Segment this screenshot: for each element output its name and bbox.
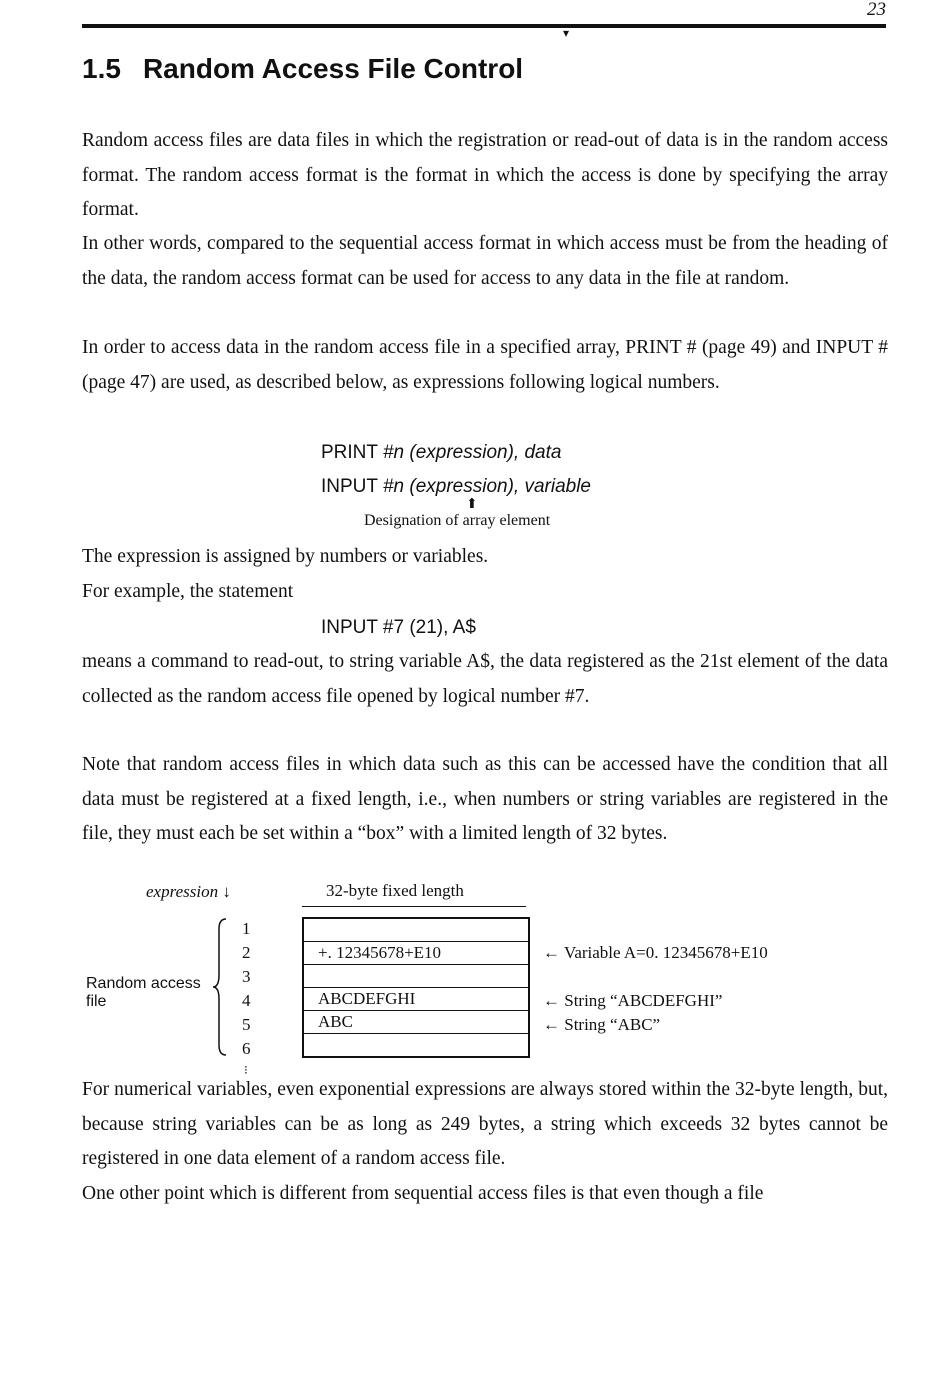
- section-number: 1.5: [82, 53, 121, 84]
- example-statement: INPUT #7 (21), A$: [321, 617, 476, 638]
- row-numbers: [242, 917, 251, 1061]
- data-element-box: [304, 965, 528, 988]
- arrow-up-icon: ⬆: [466, 497, 478, 512]
- row-number: 5: [242, 1015, 251, 1034]
- input-keyword: INPUT: [321, 476, 378, 497]
- row-number: 2: [242, 943, 251, 962]
- element-note: [543, 965, 768, 989]
- print-keyword: PRINT: [321, 442, 378, 463]
- page-number: 23: [867, 0, 886, 20]
- element-note: [543, 917, 768, 941]
- random-access-file-label: [86, 975, 201, 1011]
- row-number: 3: [242, 967, 251, 986]
- paragraph-7: Note that random access files in which data such as this can be accessed have the condition that all data must be registered at a fixed length, i.e., when numbers or string variables are registered in the file, they must each be set within a “box” with a limited length of 32 bytes.: [82, 754, 888, 844]
- section-title: Random Access File Control: [142, 53, 524, 84]
- print-syntax: [321, 441, 561, 465]
- paragraph-4: The expression is assigned by numbers or variables.: [82, 546, 489, 567]
- element-note: ← Variable A=0. 12345678+E10: [543, 943, 768, 962]
- file-label-line-2: file: [86, 993, 107, 1010]
- paragraph-5: For example, the statement: [82, 581, 294, 602]
- input-syntax: [321, 475, 591, 499]
- element-notes: [543, 917, 768, 1061]
- file-label-line-1: Random access: [86, 975, 201, 992]
- rule-tick-mark: ▾: [563, 26, 570, 40]
- data-element-box: ABC: [304, 1011, 528, 1034]
- data-element-box: [304, 919, 528, 942]
- element-note: ← String “ABCDEFGHI”: [543, 991, 723, 1010]
- input-arguments: #n (expression), variable: [382, 476, 591, 497]
- designation-caption: Designation of array element: [364, 512, 551, 529]
- continuation-dots: ⁝: [244, 1063, 248, 1077]
- paragraph-1: Random access files are data files in which the registration or read-out of data is in the random access format. The random access format is the format in which the access is done by specifying the array format.: [82, 130, 888, 220]
- row-number: 6: [242, 1039, 251, 1058]
- paragraph-2: In other words, compared to the sequential access format in which access must be from the heading of the data, the random access format can be used for access to any data in the file at random.: [82, 233, 888, 289]
- element-note: ← String “ABC”: [543, 1015, 661, 1034]
- paragraph-6: means a command to read-out, to string variable A$, the data registered as the 21st element of the data collected as the random access file opened by logical number #7.: [82, 651, 888, 707]
- fixed-length-bracket: [302, 906, 526, 907]
- data-element-box: +. 12345678+E10: [304, 942, 528, 965]
- data-element-box: ABCDEFGHI: [304, 988, 528, 1011]
- paragraph-3: In order to access data in the random access file in a specified array, PRINT # (page 49) and INPUT # (page 47) are used, as described below, as expressions following logical numbers.: [82, 337, 888, 393]
- data-element-box: [304, 1034, 528, 1056]
- fixed-length-label: 32-byte fixed length: [326, 881, 464, 900]
- top-rule: [82, 24, 886, 28]
- random-access-diagram: [0, 875, 950, 1075]
- row-number: 1: [242, 919, 251, 938]
- paragraph-9: One other point which is different from sequential access files is that even though a file: [82, 1183, 764, 1204]
- data-element-boxes: [302, 917, 530, 1058]
- paragraph-8: For numerical variables, even exponential expressions are always stored within the 32-byte length, but, because string variables can be as long as 249 bytes, a string which exceeds 32 bytes cannot be registered in one data element of a random access file.: [82, 1079, 888, 1169]
- row-number: 4: [242, 991, 251, 1010]
- curly-brace-icon: [212, 917, 228, 1057]
- section-heading: [82, 52, 523, 86]
- element-note: [543, 1037, 768, 1061]
- print-arguments: #n (expression), data: [382, 442, 562, 463]
- expression-label: expression ↓: [146, 882, 231, 901]
